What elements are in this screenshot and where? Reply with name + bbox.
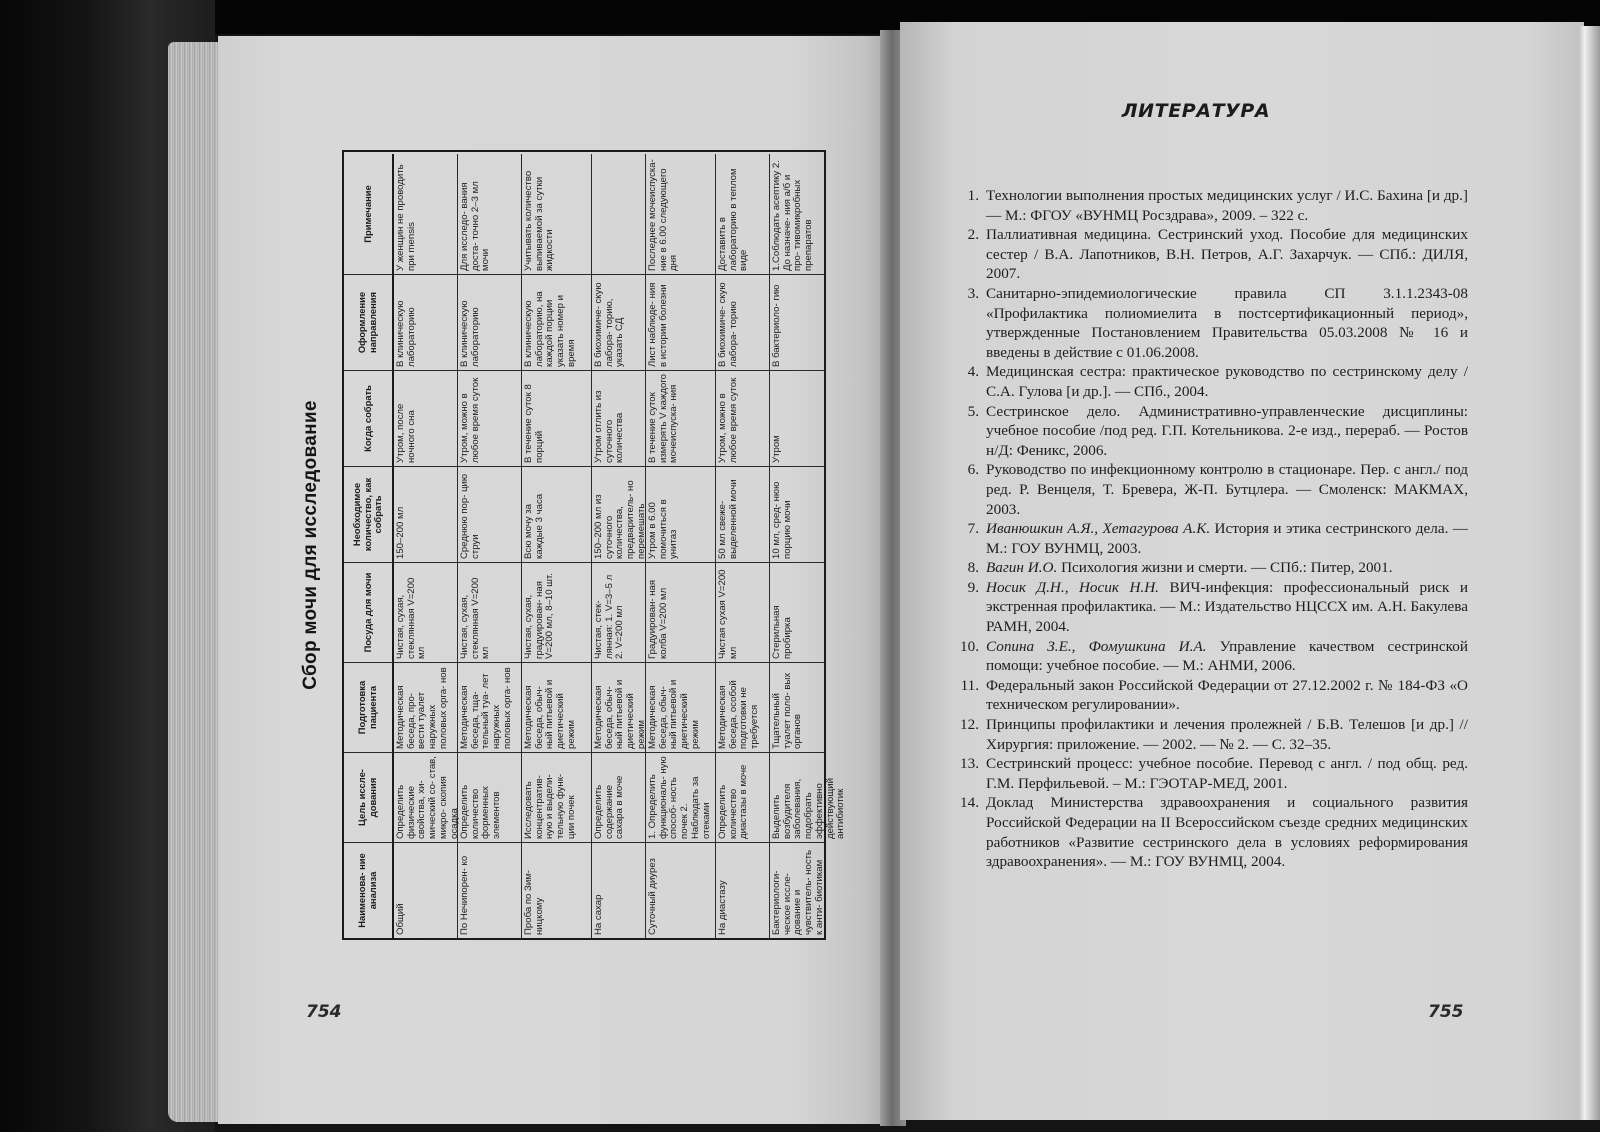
reference-text	[986, 793, 1468, 871]
table-cell: Утром, можно в любое время суток	[716, 370, 770, 466]
reference-number: 12.	[960, 716, 979, 734]
reference-text	[986, 284, 1468, 362]
table-cell: Чистая сухая V=200 мл	[716, 562, 770, 662]
reference-body: Санитарно-эпидемиологические правила СП 3.1.1.2343-08 «Профилактика полиомиелита в постсертификационный период», утвержденные Постановлением Правительства 05.03.2008 № 16 и введены в действие с 01.06.2008.	[986, 284, 1468, 361]
table-cell: Градуирован- ная колба V=200 мл	[646, 562, 716, 662]
table-row-label: Проба по Зим- ницкому	[522, 842, 592, 938]
reference-text	[986, 519, 1468, 558]
table-cell: Утром в 6.00 помочиться в унитаз	[646, 466, 716, 562]
reference-item	[948, 362, 1468, 401]
reference-item	[948, 558, 1468, 578]
reference-number: 7.	[967, 520, 979, 538]
reference-item	[948, 793, 1468, 871]
table-row-label: Суточный диурез	[646, 842, 716, 938]
table-row-label: На диастазу	[716, 842, 770, 938]
table-header-cell: Примечание	[344, 154, 394, 274]
reference-text	[986, 558, 1468, 578]
table-header-cell: Подготовка пациента	[344, 662, 394, 752]
table-cell: В течение суток 8 порций	[522, 370, 592, 466]
table-row-label: На сахар	[592, 842, 646, 938]
table-cell: Определить количество форменных элементов	[458, 752, 522, 842]
table-cell	[592, 154, 646, 274]
reference-list	[948, 186, 1468, 872]
reference-item	[948, 637, 1468, 676]
table-cell: Лист наблюде- ния в истории болезни	[646, 274, 716, 370]
reference-text	[986, 637, 1468, 676]
table-cell: 1.Соблюдать асептику 2. До назначе- ния а/б и про- тивомикробных препаратов	[771, 160, 815, 271]
reference-item	[948, 460, 1468, 519]
reference-body: Сестринский процесс: учебное пособие. Перевод с англ. / под общ. ред. Г.М. Перфильевой. – М.: ГЭОТАР-МЕД, 2001.	[986, 755, 1468, 792]
reference-number: 6.	[967, 461, 979, 479]
table-cell: Последнее мочеиспуска- ние в 6.00 следующего дня	[646, 154, 716, 274]
reference-item	[948, 402, 1468, 461]
reference-body: История и этика сестринского дела. — М.: ГОУ ВУНМЦ, 2003.	[986, 520, 1468, 557]
table-cell: Для исследо- вания доста- точно 2–3 мл мочи	[458, 154, 522, 274]
reference-number: 5.	[967, 402, 979, 420]
table-header-cell: Необходимое количество, как собрать	[344, 466, 394, 562]
table-cell: Среднюю пор- цию струи	[458, 466, 522, 562]
book-page-edges	[168, 42, 220, 1122]
reference-number: 1.	[967, 187, 979, 204]
reference-item	[948, 578, 1468, 637]
reference-body: Сестринское дело. Административно-управленческие дисциплины: учебное пособие /под ред. Г.П. Котельникова. 2-е изд., перераб. — Ростов н/Д: Феникс, 2006.	[986, 402, 1468, 459]
table-cell: Методическая беседа, обыч- ный питьевой и диетический режим	[522, 662, 592, 752]
table-cell: Доставить в лабораторию в теплом виде	[716, 154, 770, 274]
reference-item	[948, 225, 1468, 284]
page-number-right: 755	[1428, 1002, 1464, 1022]
reference-body: ВИЧ-инфекция: профессиональный риск и экстренная профилактика. — М.: Издательство НЦССХ им. А.Н. Бакулева РАМН, 2004.	[986, 578, 1468, 636]
table-cell: В течение суток измерять V каждого мочеиспуска- ния	[646, 370, 716, 466]
table-cell: 150–200 мл	[394, 466, 458, 562]
reference-text	[986, 460, 1468, 519]
rotated-table-content	[300, 150, 847, 940]
reference-body: Руководство по инфекционному контролю в стационаре. Пер. с англ./ под ред. Р. Венцеля, Т. Бревера, Ж-П. Бутцлера. — Смоленск: МАКМАХ, 2003.	[986, 461, 1468, 518]
table-cell: Учитывать количество выпиваемой за сутки жидкости	[522, 154, 592, 274]
page-number-left: 754	[306, 1002, 342, 1022]
table-cell: Стерильная пробирка	[770, 562, 824, 662]
table-row-label: Бактериологи- ческое иссле- дование и чувствитель- ность к анти- биотикам	[770, 842, 824, 938]
table-cell: В клиническую лабораторию	[394, 274, 458, 370]
urine-collection-table	[342, 150, 847, 940]
table-cell: Чистая, сухая, градуирован- ная V=200 мл, 8–10 шт.	[522, 562, 592, 662]
table-cell: Методическая беседа, про- вести туалет наружных половых орга- нов	[394, 662, 458, 752]
table-cell: Чистая, сухая, стеклянная V=200 мл	[394, 562, 458, 662]
reference-text	[986, 186, 1468, 225]
table-cell: Определить содержание сахара в моче	[592, 752, 646, 842]
reference-authors: Носик Д.Н., Носик Н.Н.	[986, 578, 1159, 596]
reference-body: Психология жизни и смерти. — СПб.: Питер, 2001.	[1057, 559, 1393, 577]
table-cell: Методическая беседа, обыч- ный питьевой и диетический режим	[646, 662, 716, 752]
table-cell: 150–200 мл из суточного количества, предваритель- но перемешать	[592, 466, 646, 562]
reference-number: 9.	[967, 578, 979, 596]
table-header-cell: Наименова- ние анализа	[344, 842, 394, 938]
table-cell: Утром, после ночного сна	[394, 370, 458, 466]
reference-text	[986, 676, 1468, 715]
table-cell: В клиническую лабораторию	[458, 274, 522, 370]
reference-number: 2.	[967, 226, 979, 244]
table-cell: Утром	[770, 370, 824, 466]
reference-body: Управление качеством сестринской помощи: учебное пособие. — М.: АНМИ, 2006.	[986, 637, 1468, 675]
table-cell: Методическая беседа, тща- тельный туа- лет наружных половых орга- нов	[458, 662, 522, 752]
reference-item	[948, 676, 1468, 715]
table-header-cell: Цель иссле- дования	[344, 752, 394, 842]
table-header-cell: Посуда для мочи	[344, 562, 394, 662]
reference-text	[986, 362, 1468, 401]
table-row-label: Общий	[394, 842, 458, 938]
table-cell: 10 мл, сред- нюю порцию мочи	[770, 466, 824, 562]
table-cell: В биохимиче- скую лабора- торию, указать СД	[592, 274, 646, 370]
table-cell: Тщательный туалет поло- вых органов	[770, 662, 824, 752]
reference-number: 11.	[960, 676, 979, 694]
reference-text	[986, 715, 1468, 754]
reference-authors: Сопина З.Е., Фомушкина И.А.	[986, 637, 1207, 655]
table-cell: У женщин не проводить при mensis	[394, 154, 458, 274]
table-cell: Утром, можно в любое время суток	[458, 370, 522, 466]
table-header-cell: Оформление направления	[344, 274, 394, 370]
table-row-label: По Нечипорен- ко	[458, 842, 522, 938]
table-cell: Чистая, стек- лянная: 1. V=3–5 л 2. V=200 мл	[592, 562, 646, 662]
reference-item	[948, 754, 1468, 793]
rotated-table-region	[300, 150, 847, 940]
table-cell: 50 мл свеже- выделенной мочи	[716, 466, 770, 562]
literature-title: ЛИТЕРАТУРА	[1121, 100, 1271, 122]
right-page-edge	[1578, 26, 1600, 1120]
reference-text	[986, 402, 1468, 461]
reference-authors: Вагин И.О.	[986, 559, 1058, 577]
reference-number: 13.	[960, 755, 979, 773]
table-cell: В клиническую лабораторию, на каждой порции указать номер и время	[522, 274, 592, 370]
reference-item	[948, 186, 1468, 225]
reference-body: Принципы профилактики и лечения пролежней / Б.В. Телешов [и др.] // Хирургия: приложение. — 2002. — № 2. — С. 32–35.	[986, 716, 1468, 753]
reference-body: Федеральный закон Российской Федерации от 27.12.2002 г. № 184-ФЗ «О техническом регулировании».	[986, 676, 1468, 714]
table-cell: Всю мочу за каждые 3 часа	[522, 466, 592, 562]
table-header-cell: Когда собрать	[344, 370, 394, 466]
table-title: Сбор мочи для исследование	[300, 400, 321, 690]
table-cell: 1. Определить функциональ- ную способ- ность почек 2. Наблюдать за отеками	[646, 752, 716, 842]
table-cell: Методическая беседа, особой подготовки не требуется	[716, 662, 770, 752]
reference-text	[986, 754, 1468, 793]
table-cell: Определить количество диастазы в моче	[716, 752, 770, 842]
reference-body: Доклад Министерства здравоохранения и социального развития Российской Федерации на II Всероссийском съезде средних медицинских работников «Развитие сестринского дела в условиях реформирования здравоохранения». — М.: ГОУ ВУНМЦ, 2004.	[986, 794, 1468, 871]
reference-number: 3.	[967, 284, 979, 302]
table-cell: Чистая, сухая, стеклянная V=200 мл	[458, 562, 522, 662]
reference-number: 10.	[960, 637, 979, 655]
reference-text	[986, 578, 1468, 637]
table-cell: Исследовать концентратив- ную и выдели- тельную функ- ции почек	[522, 752, 592, 842]
reference-text	[986, 225, 1468, 284]
table-cell: В биохимиче- скую лабора- торию	[716, 274, 770, 370]
table-cell: В бактериоло- гию	[770, 274, 824, 370]
table-cell: Утром отлить из суточного количества	[592, 370, 646, 466]
reference-item	[948, 284, 1468, 362]
reference-item	[948, 519, 1468, 558]
table-cell: Определить физические свойства, хи- мический со- став, микро- скопия осадка	[394, 752, 458, 842]
reference-body: Паллиативная медицина. Сестринский уход. Пособие для медицинских сестер / В.А. Лапотников, В.Н. Петров, А.Г. Захарчук. — СПб.: ДИЛЯ, 2007.	[986, 226, 1468, 283]
table-cell: Выделить возбудителя заболевания, подобрать эффективно действующий антибиотик	[770, 752, 824, 842]
table-cell: Методическая беседа, обыч- ный питьевой и диетический режим	[592, 662, 646, 752]
reference-body: Медицинская сестра: практическое руководство по сестринскому делу / С.А. Гулова [и др.]. — СПб., 2004.	[986, 363, 1468, 400]
reference-body: Технологии выполнения простых медицинских услуг / И.С. Бахина [и др.] — М.: ФГОУ «ВУНМЦ Росздрава», 2009. – 322 с.	[986, 187, 1468, 224]
reference-item	[948, 715, 1468, 754]
reference-number: 14.	[960, 794, 979, 812]
reference-number: 8.	[967, 559, 979, 577]
reference-number: 4.	[967, 363, 979, 381]
reference-authors: Иванюшкин А.Я., Хетагурова А.К.	[986, 520, 1211, 538]
